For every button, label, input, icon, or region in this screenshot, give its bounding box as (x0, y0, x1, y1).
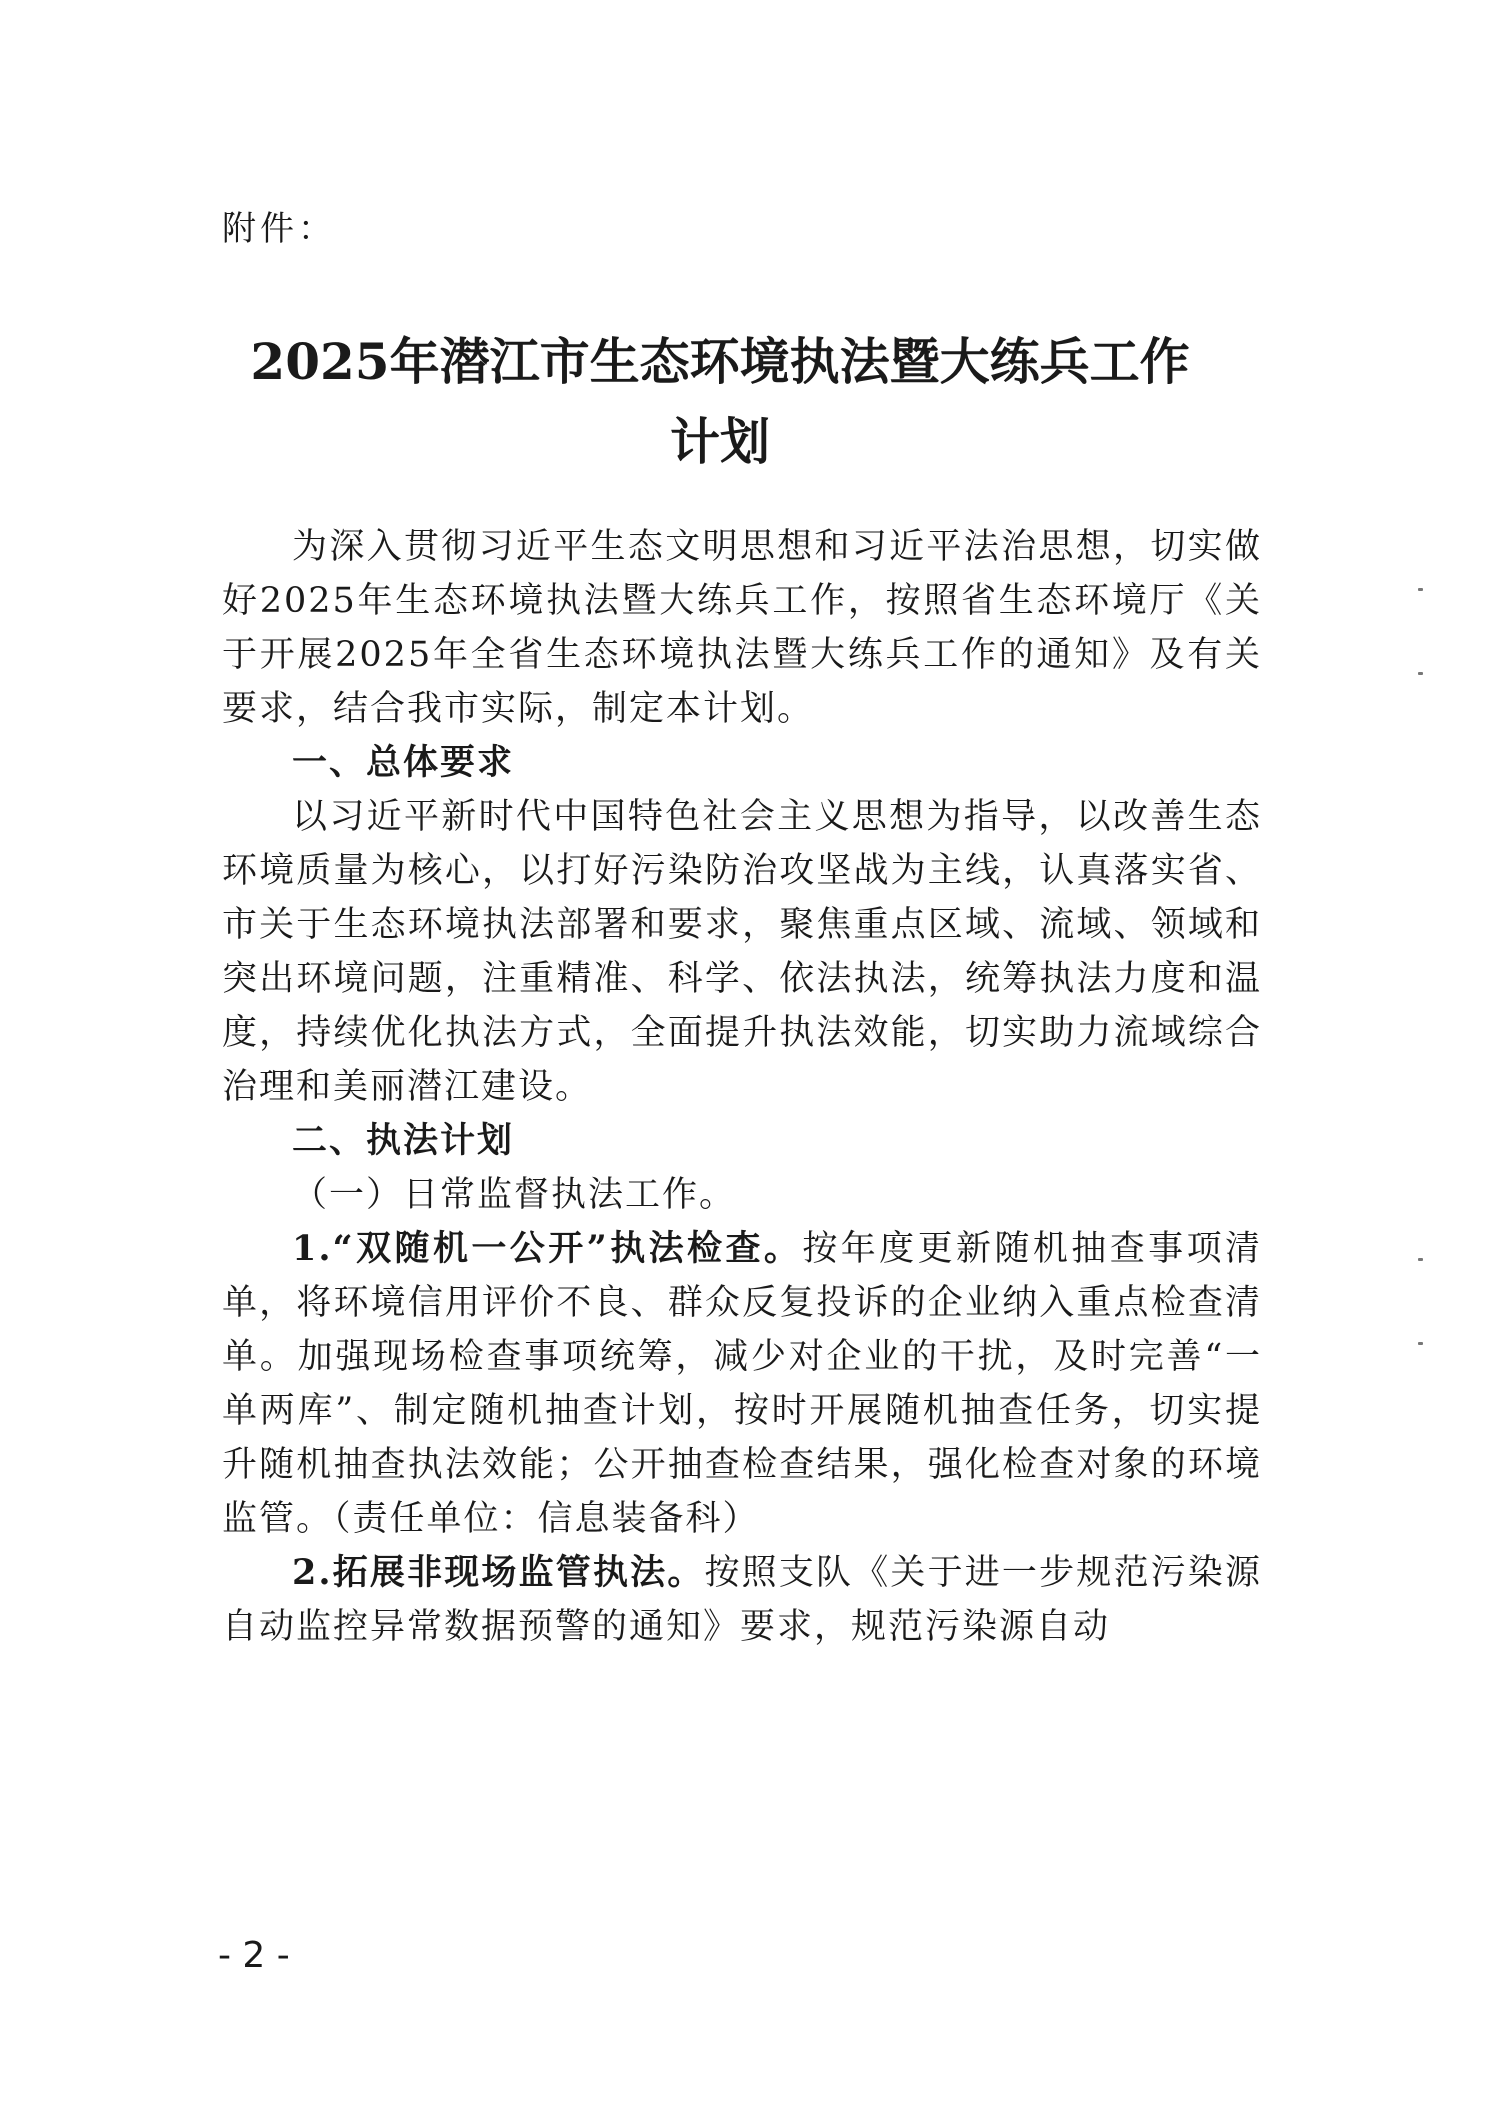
attachment-label: 附件： (222, 209, 336, 249)
intro-paragraph: 为深入贯彻习近平生态文明思想和习近平法治思想，切实做好2025年生态环境执法暨大练兵工作，按照省生态环境厅《关于开展2025年全省生态环境执法暨大练兵工作的通知》及有关要求，结合我市实际，制定本计划。 (222, 527, 1262, 729)
document-body (222, 520, 1262, 1654)
item-2-paragraph (222, 1546, 1262, 1654)
item-2-text: 按照支队《关于进一步规范污染源自动监控异常数据预警的通知》要求，规范污染源自动 (222, 1553, 1262, 1647)
section-2-heading: 二、执法计划 (292, 1121, 515, 1161)
section-1-heading: 一、总体要求 (292, 743, 515, 783)
section-1-paragraph: 以习近平新时代中国特色社会主义思想为指导，以改善生态环境质量为核心，以打好污染防治攻坚战为主线，认真落实省、市关于生态环境执法部署和要求，聚焦重点区域、流域、领域和突出环境问题，注重精准、科学、依法执法，统筹执法力度和温度，持续优化执法方式，全面提升执法效能，切实助力流域综合治理和美丽潜江建设。 (222, 797, 1262, 1107)
page-number: - 2 - (218, 1935, 290, 1976)
title-line-2: 计划 (670, 412, 770, 471)
document-title (180, 322, 1260, 482)
item-1-text: 按年度更新随机抽查事项清单，将环境信用评价不良、群众反复投诉的企业纳入重点检查清单。加强现场检查事项统筹，减少对企业的干扰，及时完善“一单两库”、制定随机抽查计划，按时开展随机抽查任务，切实提升随机抽查执法效能；公开抽查检查结果，强化检查对象的环境监管。（责任单位：信息装备科） (222, 1229, 1262, 1539)
item-2-lead: 2.拓展非现场监管执法。 (292, 1552, 705, 1593)
subsection-1-heading: （一）日常监督执法工作。 (292, 1175, 737, 1215)
item-1-lead: 1.“双随机一公开”执法检查。 (292, 1228, 803, 1269)
scan-speck (1418, 672, 1423, 675)
item-1-paragraph (222, 1222, 1262, 1546)
title-line-1: 2025年潜江市生态环境执法暨大练兵工作 (250, 332, 1190, 391)
scan-speck (1418, 588, 1423, 591)
scan-speck (1418, 1258, 1423, 1261)
scan-speck (1418, 1342, 1423, 1345)
